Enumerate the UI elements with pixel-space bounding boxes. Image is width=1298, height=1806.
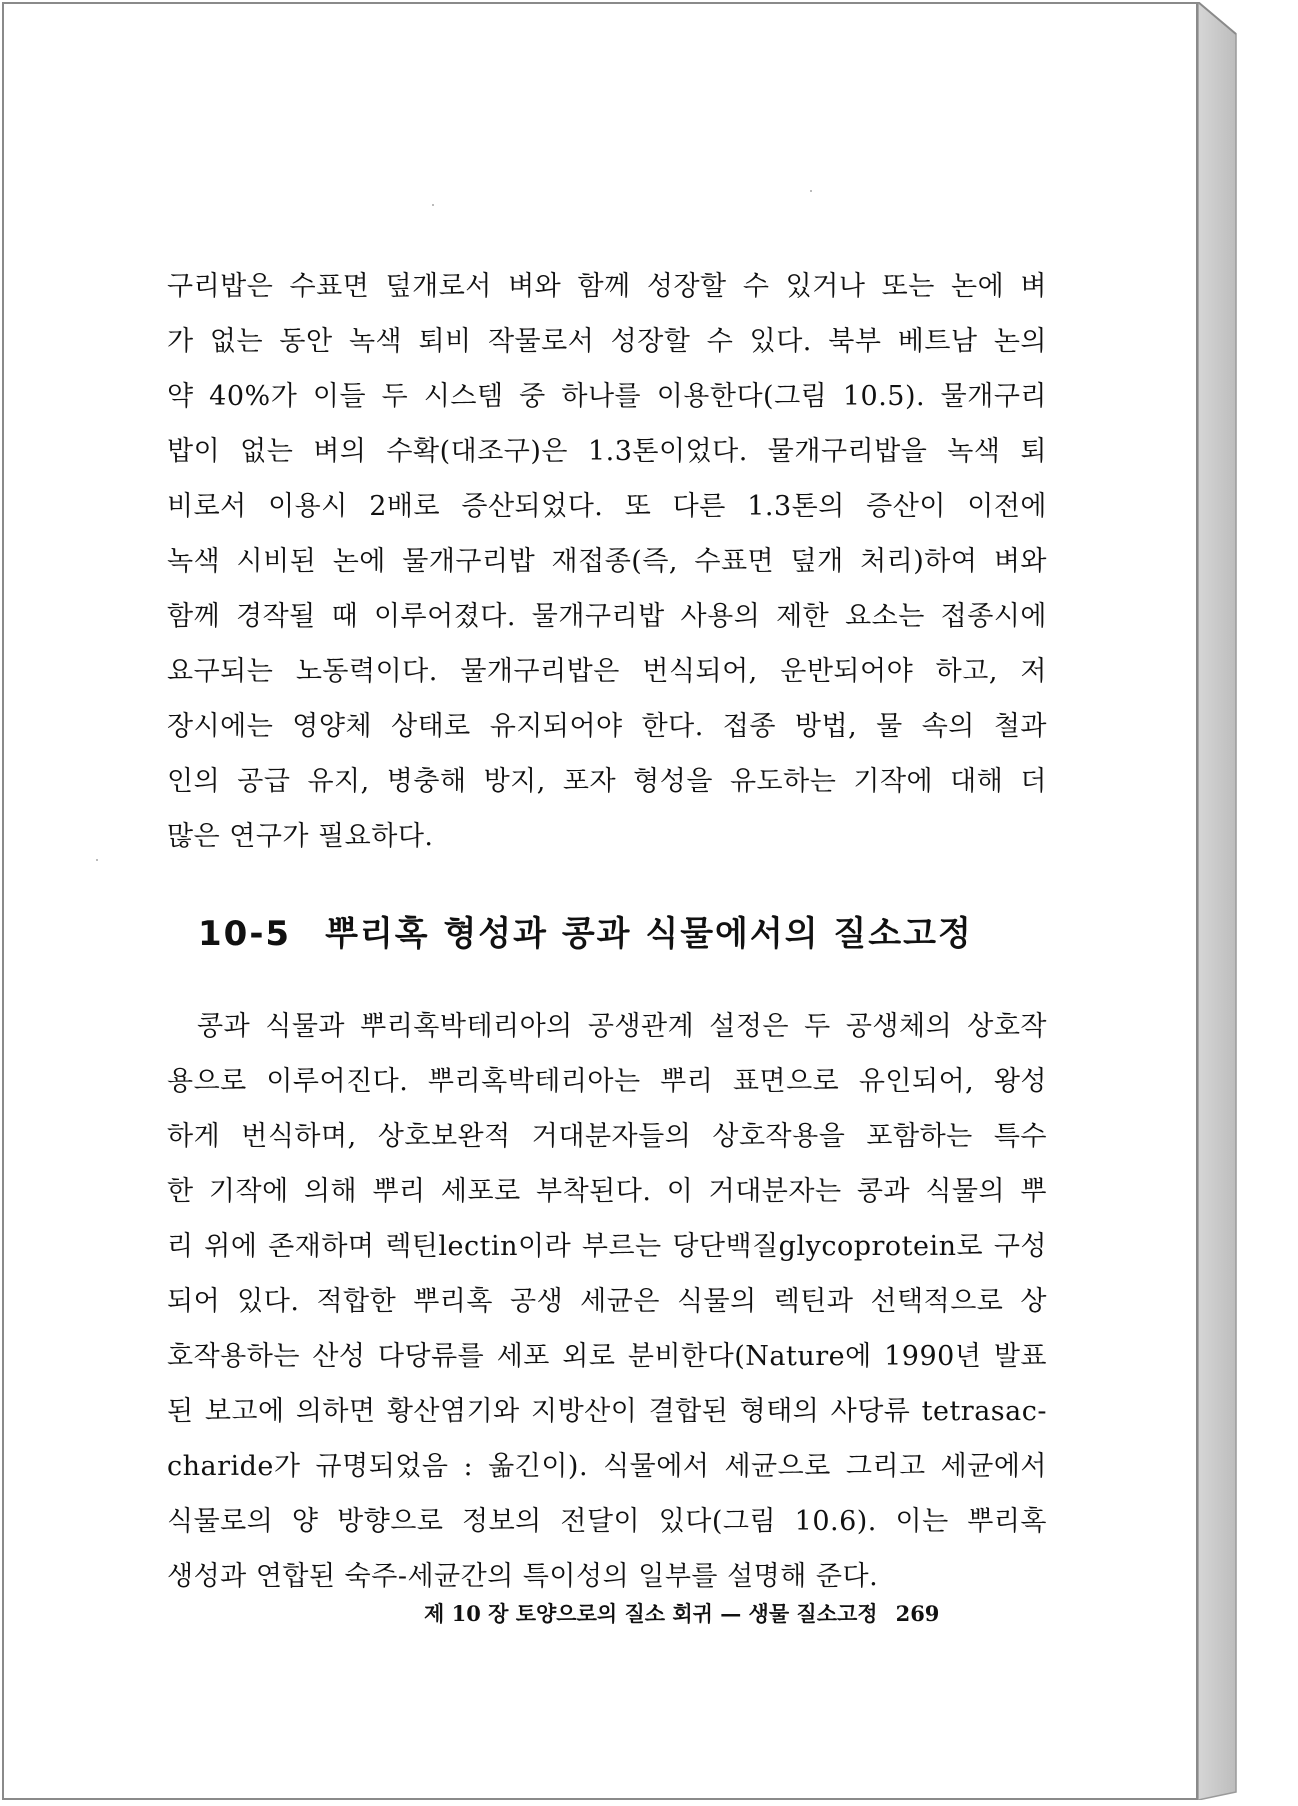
text-line: charide가 규명되었음 : 옮긴이). 식물에서 세균으로 그리고 세균에서 — [167, 1451, 1047, 1482]
text-line: 밥이 없는 벼의 수확(대조구)은 1.3톤이었다. 물개구리밥을 녹색 퇴 — [167, 436, 1047, 467]
text-line: 녹색 시비된 논에 물개구리밥 재접종(즉, 수표면 덮개 처리)하여 벼와 — [167, 546, 1047, 577]
running-footer — [424, 1594, 939, 1634]
text-line: 생성과 연합된 숙주-세균간의 특이성의 일부를 설명해 준다. — [167, 1561, 879, 1592]
paragraph-2 — [167, 999, 1047, 1604]
page-number: 269 — [895, 1601, 940, 1626]
text-line: 구리밥은 수표면 덮개로서 벼와 함께 성장할 수 있거나 또는 논에 벼 — [167, 271, 1047, 302]
scan-speck — [96, 859, 98, 861]
text-line: 가 없는 동안 녹색 퇴비 작물로서 성장할 수 있다. 북부 베트남 논의 — [167, 326, 1047, 357]
text-line: 하게 번식하며, 상호보완적 거대분자들의 상호작용을 포함하는 특수 — [167, 1121, 1047, 1152]
section-number: 10-5 — [198, 914, 292, 954]
text-line: 되어 있다. 적합한 뿌리혹 공생 세균은 식물의 렉틴과 선택적으로 상 — [167, 1286, 1047, 1317]
text-line: 식물로의 양 방향으로 정보의 전달이 있다(그림 10.6). 이는 뿌리혹 — [167, 1506, 1047, 1537]
section-title: 뿌리혹 형성과 콩과 식물에서의 질소고정 — [325, 914, 973, 954]
text-line: 한 기작에 의해 뿌리 세포로 부착된다. 이 거대분자는 콩과 식물의 뿌 — [167, 1176, 1047, 1207]
text-line: 많은 연구가 필요하다. — [167, 821, 434, 852]
scan-speck — [432, 204, 434, 206]
text-line: 콩과 식물과 뿌리혹박테리아의 공생관계 설정은 두 공생체의 상호작 — [197, 1011, 1047, 1042]
text-line: 된 보고에 의하면 황산염기와 지방산이 결합된 형태의 사당류 tetrasac- — [167, 1396, 1047, 1427]
book-edge — [1198, 2, 1294, 1800]
text-line: 장시에는 영양체 상태로 유지되어야 한다. 접종 방법, 물 속의 철과 — [167, 711, 1047, 742]
paragraph-1 — [167, 259, 1047, 864]
chapter-title: 제 10 장 토양으로의 질소 회귀 — 생물 질소고정 — [424, 1601, 878, 1626]
scan-speck — [810, 190, 812, 192]
section-heading — [198, 904, 973, 964]
text-line: 요구되는 노동력이다. 물개구리밥은 번식되어, 운반되어야 하고, 저 — [167, 656, 1047, 687]
text-line: 비로서 이용시 2배로 증산되었다. 또 다른 1.3톤의 증산이 이전에 — [167, 491, 1047, 522]
text-line: 함께 경작될 때 이루어졌다. 물개구리밥 사용의 제한 요소는 접종시에 — [167, 601, 1047, 632]
text-line: 용으로 이루어진다. 뿌리혹박테리아는 뿌리 표면으로 유인되어, 왕성 — [167, 1066, 1047, 1097]
text-line: 리 위에 존재하며 렉틴lectin이라 부르는 당단백질glycoprotein로 구성 — [167, 1231, 1047, 1262]
book-page — [2, 2, 1198, 1800]
text-line: 호작용하는 산성 다당류를 세포 외로 분비한다(Nature에 1990년 발표 — [167, 1341, 1047, 1372]
text-line: 약 40%가 이들 두 시스템 중 하나를 이용한다(그림 10.5). 물개구리 — [167, 381, 1047, 412]
text-line: 인의 공급 유지, 병충해 방지, 포자 형성을 유도하는 기작에 대해 더 — [167, 766, 1047, 797]
